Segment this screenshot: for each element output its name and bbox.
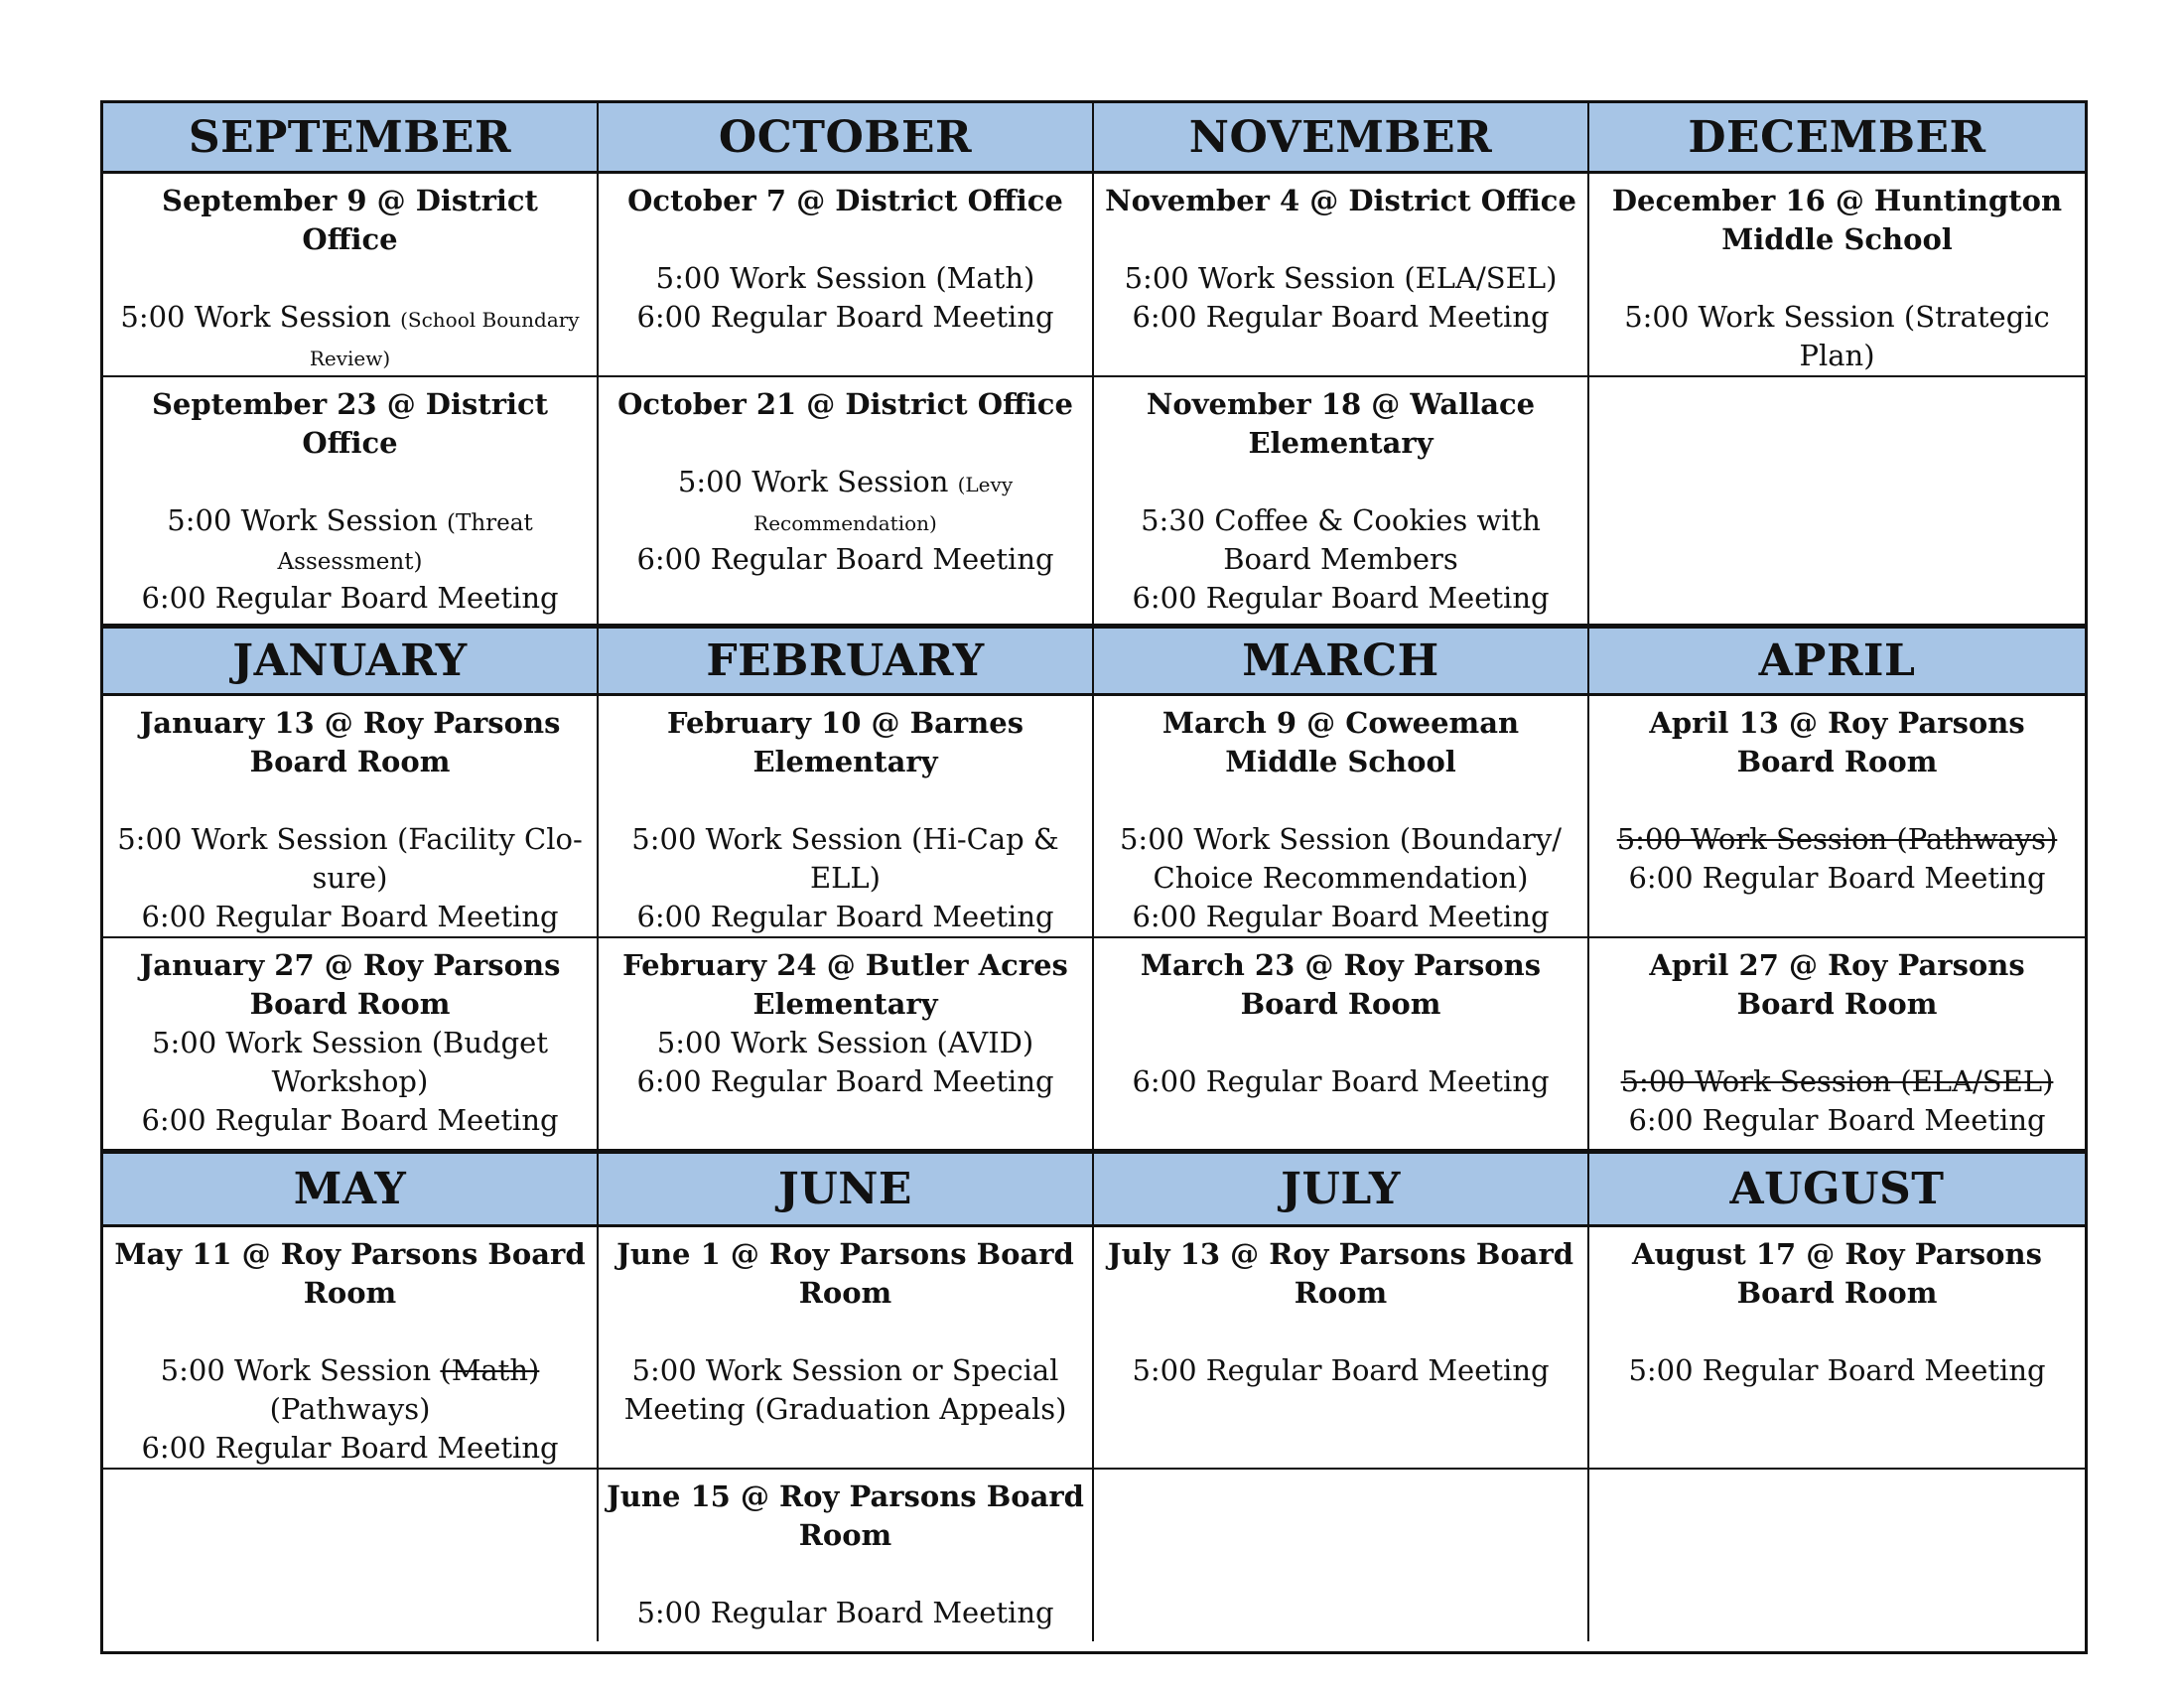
meeting-mar23 — [1094, 938, 1589, 1151]
board-meeting: 6:00 Regular Board Meeting — [141, 1431, 559, 1465]
meeting-oct21 — [599, 377, 1094, 626]
board-meeting: 5:00 Regular Board Meeting — [1628, 1353, 2046, 1387]
meeting-heading: April 27 @ Roy Parsons Board Room — [1649, 948, 2025, 1021]
work-session: 5:00 Work Session (Strategic Plan) — [1624, 300, 2050, 372]
meeting-heading: September 9 @ District Office — [162, 184, 538, 256]
month-header-january: JANUARY — [103, 626, 599, 696]
meeting-heading: April 13 @ Roy Parsons Board Room — [1649, 706, 2025, 778]
meeting-mar9 — [1094, 696, 1589, 938]
meeting-apr13 — [1589, 696, 2085, 938]
empty-cell — [103, 1470, 599, 1641]
work-session-topic: (School Boundary Review) — [309, 308, 580, 370]
meeting-heading: March 9 @ Coweeman Middle School — [1161, 706, 1520, 778]
month-header-march: MARCH — [1094, 626, 1589, 696]
work-session: 5:00 Work Session (ELA/SEL) — [1124, 261, 1558, 295]
board-meeting: 6:00 Regular Board Meeting — [141, 1103, 559, 1137]
work-session — [111, 501, 589, 579]
work-session: 5:00 Work Session (Facility Clo-sure) — [117, 822, 583, 895]
meeting-jun1 — [599, 1227, 1094, 1470]
month-header-november: NOVEMBER — [1094, 103, 1589, 174]
meeting-jul13 — [1094, 1227, 1589, 1470]
meeting-heading: December 16 @ Huntington Middle School — [1611, 184, 2063, 256]
month-header-august: AUGUST — [1589, 1151, 2085, 1227]
board-meeting: 6:00 Regular Board Meeting — [141, 581, 559, 615]
meeting-may11 — [103, 1227, 599, 1470]
meeting-feb24 — [599, 938, 1094, 1151]
board-meeting: 6:00 Regular Board Meeting — [141, 900, 559, 933]
month-header-december: DECEMBER — [1589, 103, 2085, 174]
work-session — [111, 298, 589, 375]
meeting-apr27 — [1589, 938, 2085, 1151]
meeting-heading: January 13 @ Roy Parsons Board Room — [139, 706, 561, 778]
work-session-cancelled: 5:00 Work Session (ELA/SEL) — [1620, 1064, 2054, 1098]
month-header-july: JULY — [1094, 1151, 1589, 1227]
meeting-heading: November 18 @ Wallace Elementary — [1146, 387, 1536, 460]
board-meeting: 6:00 Regular Board Meeting — [1132, 300, 1550, 334]
meeting-nov18 — [1094, 377, 1589, 626]
meeting-heading: January 27 @ Roy Parsons Board Room — [139, 948, 561, 1021]
meeting-heading: November 4 @ District Office — [1105, 184, 1576, 217]
work-session-time: 5:00 Work Session — [160, 1353, 441, 1387]
month-header-september: SEPTEMBER — [103, 103, 599, 174]
empty-cell — [1589, 377, 2085, 626]
board-meeting-schedule — [100, 100, 2088, 1654]
board-meeting: 6:00 Regular Board Meeting — [1132, 1064, 1550, 1098]
board-meeting: 6:00 Regular Board Meeting — [1628, 1103, 2046, 1137]
board-meeting: 5:00 Regular Board Meeting — [636, 1596, 1054, 1629]
meeting-nov4 — [1094, 174, 1589, 377]
meeting-heading: September 23 @ District Office — [151, 387, 549, 460]
work-session: 5:00 Work Session (Boundary/ Choice Recommendation) — [1119, 822, 1563, 895]
work-session-cancelled: 5:00 Work Session (Pathways) — [1616, 822, 2058, 856]
empty-cell — [1589, 1470, 2085, 1641]
meeting-heading: February 10 @ Barnes Elementary — [666, 706, 1024, 778]
meeting-dec16 — [1589, 174, 2085, 377]
meeting-feb10 — [599, 696, 1094, 938]
board-meeting: 5:00 Regular Board Meeting — [1132, 1353, 1550, 1387]
month-header-october: OCTOBER — [599, 103, 1094, 174]
work-session-time: 5:00 Work Session — [167, 503, 447, 537]
meeting-jan27 — [103, 938, 599, 1151]
board-meeting: 6:00 Regular Board Meeting — [636, 900, 1054, 933]
work-session — [607, 463, 1084, 540]
board-meeting: 6:00 Regular Board Meeting — [1132, 900, 1550, 933]
work-session: 5:00 Work Session or Special Meeting (Graduation Appeals) — [623, 1353, 1067, 1426]
meeting-aug17 — [1589, 1227, 2085, 1470]
work-session: 5:00 Work Session (AVID) — [656, 1026, 1034, 1059]
meeting-heading: June 15 @ Roy Parsons Board Room — [607, 1479, 1084, 1552]
meeting-heading: July 13 @ Roy Parsons Board Room — [1107, 1237, 1574, 1310]
meeting-heading: June 1 @ Roy Parsons Board Room — [616, 1237, 1074, 1310]
meeting-sep9 — [103, 174, 599, 377]
work-session-time: 5:00 Work Session — [677, 465, 958, 498]
work-session-topic: (Pathways) — [269, 1392, 431, 1426]
work-session-topic-cancelled: (Math) — [440, 1353, 540, 1387]
meeting-heading: May 11 @ Roy Parsons Board Room — [114, 1237, 586, 1310]
meeting-heading: March 23 @ Roy Parsons Board Room — [1140, 948, 1542, 1021]
meeting-sep23 — [103, 377, 599, 626]
work-session-topic: (Threat Assessment) — [277, 510, 533, 575]
meeting-jun15 — [599, 1470, 1094, 1641]
month-header-february: FEBRUARY — [599, 626, 1094, 696]
month-header-june: JUNE — [599, 1151, 1094, 1227]
coffee-event: 5:30 Coffee & Cookies with Board Members — [1141, 503, 1541, 576]
meeting-heading: February 24 @ Butler Acres Elementary — [622, 948, 1068, 1021]
work-session — [111, 1351, 589, 1390]
meeting-jan13 — [103, 696, 599, 938]
meeting-heading: October 7 @ District Office — [627, 184, 1063, 217]
work-session: 5:00 Work Session (Hi-Cap & ELL) — [631, 822, 1059, 895]
meeting-oct7 — [599, 174, 1094, 377]
work-session-topic: (Levy Recommendation) — [753, 473, 1014, 535]
board-meeting: 6:00 Regular Board Meeting — [636, 542, 1054, 576]
work-session-time: 5:00 Work Session — [120, 300, 401, 334]
board-meeting: 6:00 Regular Board Meeting — [636, 300, 1054, 334]
board-meeting: 6:00 Regular Board Meeting — [636, 1064, 1054, 1098]
board-meeting: 6:00 Regular Board Meeting — [1628, 861, 2046, 895]
empty-cell — [1094, 1470, 1589, 1641]
meeting-heading: October 21 @ District Office — [617, 387, 1073, 421]
board-meeting: 6:00 Regular Board Meeting — [1132, 581, 1550, 615]
month-header-april: APRIL — [1589, 626, 2085, 696]
work-session: 5:00 Work Session (Budget Workshop) — [152, 1026, 548, 1098]
work-session: 5:00 Work Session (Math) — [655, 261, 1035, 295]
meeting-heading: August 17 @ Roy Parsons Board Room — [1632, 1237, 2042, 1310]
month-header-may: MAY — [103, 1151, 599, 1227]
